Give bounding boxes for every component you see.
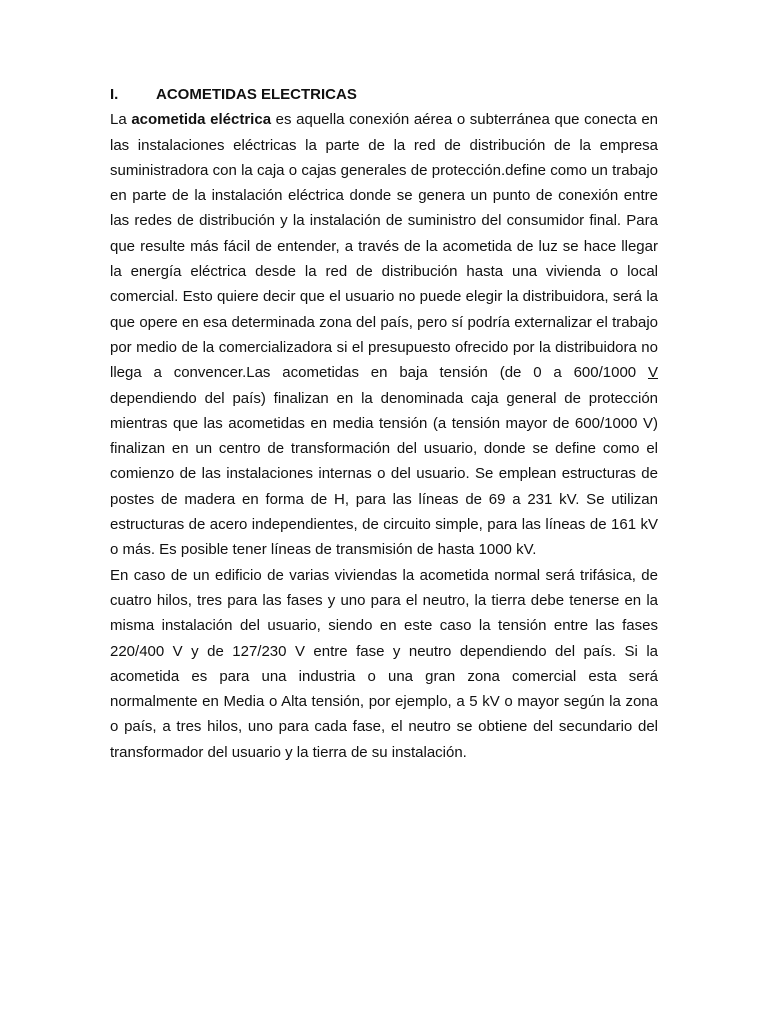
defined-term: acometida eléctrica — [131, 111, 272, 129]
paragraph-body-b: dependiendo del país) finalizan en la denominada caja general de protección mientras que las acometidas en media tensión (a tensión mayor de 600/1000 V) finalizan en un centro de transformación del usuario, donde se define como el comienzo de las instalaciones internas o del usuario. Se emplean estructuras de postes de madera en forma de H, para las líneas de 69 a 231 kV. Se utilizan estructuras de acero independientes, de circuito simple, para las líneas de 161 kV o más. Es posible tener líneas de transmisión de hasta 1000 kV. — [110, 389, 658, 559]
section-title: ACOMETIDAS ELECTRICAS — [156, 86, 357, 103]
paragraph-definition — [110, 107, 658, 562]
underlined-unit: V — [647, 364, 658, 382]
document-page — [110, 82, 658, 765]
section-heading — [110, 82, 658, 107]
paragraph-lead: La — [110, 111, 132, 129]
section-number: I. — [110, 86, 119, 103]
paragraph-building: En caso de un edificio de varias viviendas la acometida normal será trifásica, de cuatro hilos, tres para las fases y uno para el neutro, la tierra debe tenerse en la misma instalación del usuario, siendo en este caso la tensión entre las fases 220/400 V y de 127/230 V entre fase y neutro dependiendo del país. Si la acometida es para una industria o una gran zona comercial esta será normalmente en Media o Alta tensión, por ejemplo, a 5 kV o mayor según la zona o país, a tres hilos, uno para cada fase, el neutro se obtiene del secundario del transformador del usuario y la tierra de su instalación. — [110, 566, 658, 761]
paragraph-body-a: es aquella conexión aérea o subterránea que conecta en las instalaciones eléctricas la parte de la red de distribución de la empresa suministradora con la caja o cajas generales de protección.define como un trabajo en parte de la instalación eléctrica donde se genera un punto de conexión entre las redes de distribución y la instalación de suministro del consumidor final. Para que resulte más fácil de entender, a través de la acometida de luz se hace llegar la energía eléctrica desde la red de distribución hasta una vivienda o local comercial. Esto quiere decir que el usuario no puede elegir la distribuidora, será la que opere en esa determinada zona del país, pero sí podría externalizar el trabajo por medio de la comercializadora si el presupuesto ofrecido por la distribuidora no llega a convencer.Las acometidas en baja tensión (de 0 a 600/1000 — [110, 111, 659, 382]
